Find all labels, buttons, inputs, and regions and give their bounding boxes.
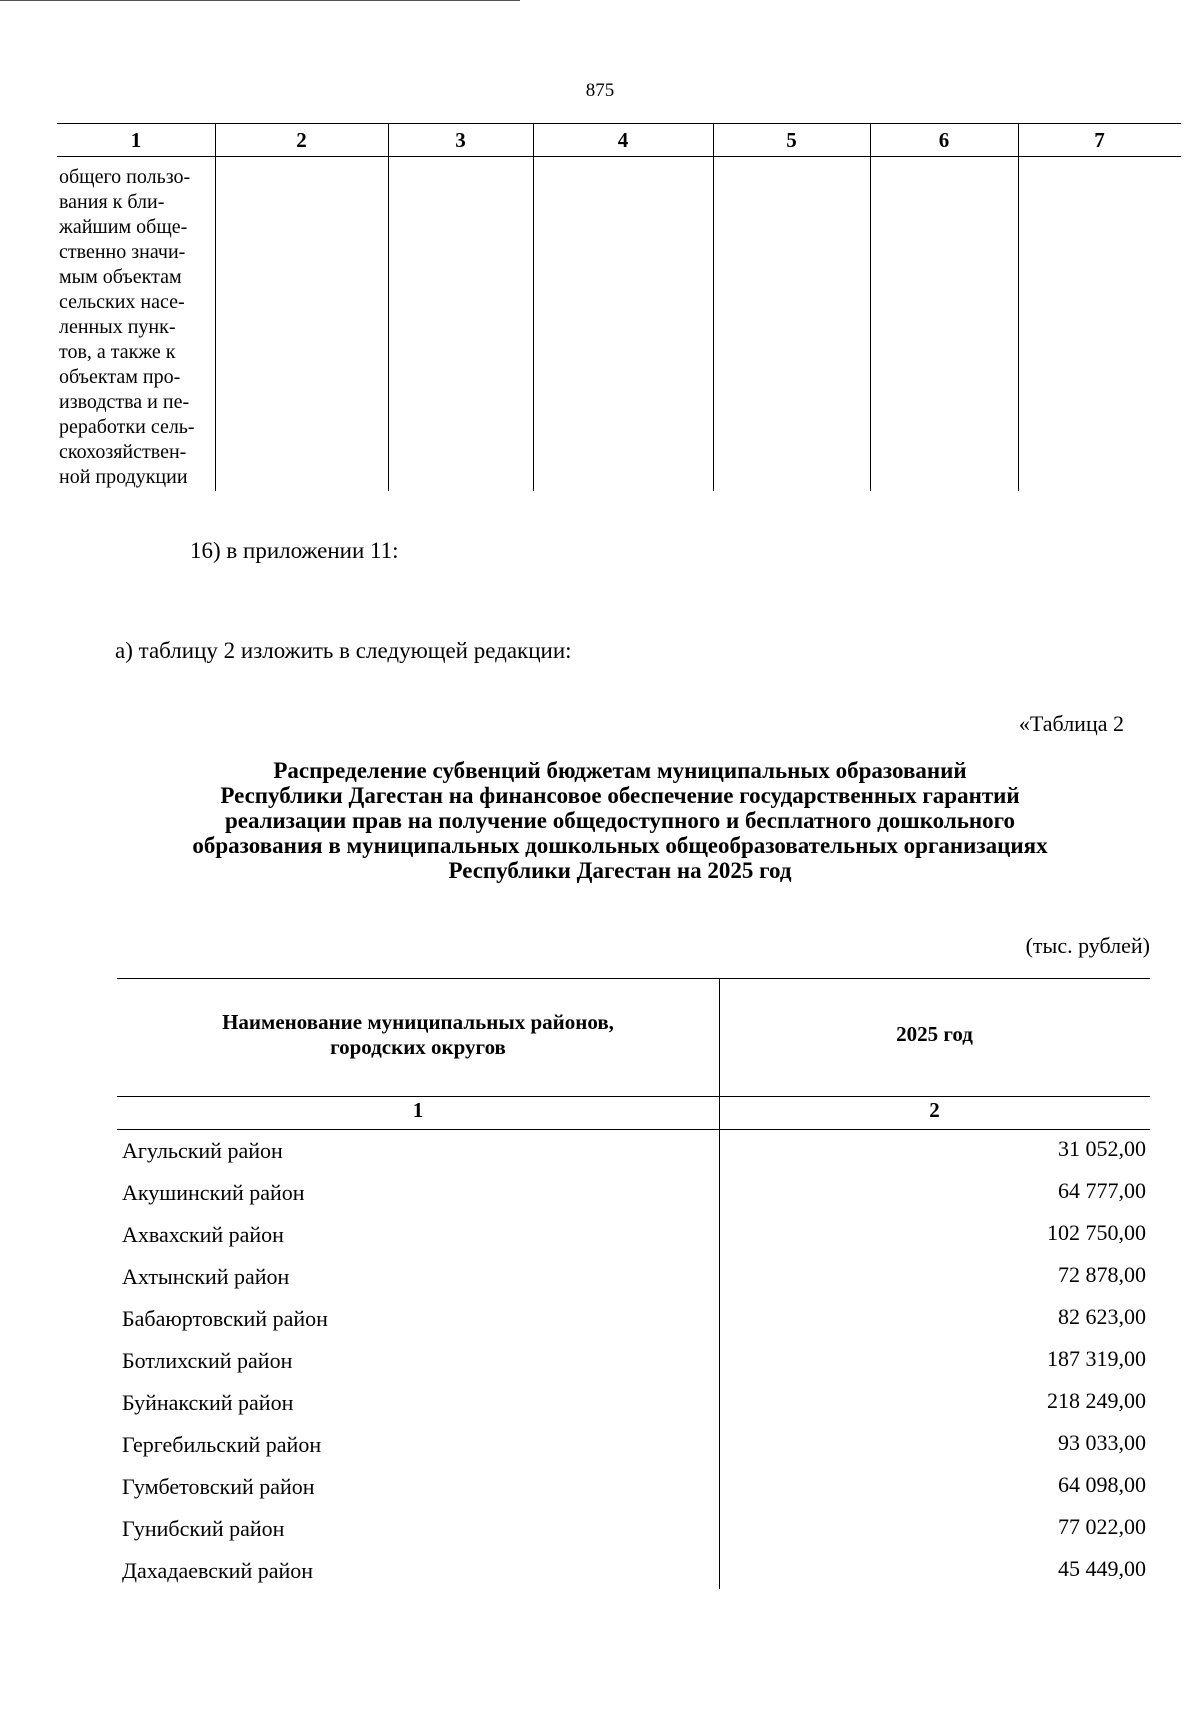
column-divider [713,123,714,491]
col-number: 5 [786,128,797,152]
subvention-value: 187 319,00 [1047,1346,1146,1371]
title-line: Республики Дагестан на 2025 год [448,858,792,883]
col-number: 6 [938,128,950,152]
header-year: 2025 год [896,1022,973,1046]
table-row [117,1550,1150,1592]
district-name: Бабаюртовский район [122,1306,328,1331]
subvention-value: 77 022,00 [1058,1514,1146,1539]
table-row [117,1298,1150,1340]
header-line: Наименование муниципальных районов, [222,1010,614,1034]
col-number: 3 [455,128,466,152]
table-row [117,1214,1150,1256]
column-divider [870,123,871,491]
continued-table-header [57,123,1181,157]
district-name: Ахвахский район [122,1222,284,1247]
title-line: образования в муниципальных дошкольных общеобразовательных организациях [192,833,1048,858]
header-line: городских округов [330,1035,506,1059]
top-border-line [0,0,520,1]
district-name: Ахтынский район [122,1264,290,1289]
title-line: Республики Дагестан на финансовое обеспечение государственных гарантий [220,783,1020,808]
subvention-value: 64 098,00 [1058,1472,1146,1497]
subvention-value: 64 777,00 [1058,1178,1146,1203]
units-label: (тыс. рублей) [1025,933,1150,958]
column-divider [388,123,389,491]
table-title [120,758,1120,883]
table-row [117,1256,1150,1298]
table-row [117,1172,1150,1214]
district-name: Дахадаевский район [122,1558,314,1583]
col-number: 1 [412,1098,424,1122]
table-top-border [117,978,1150,979]
subvention-value: 72 878,00 [1058,1262,1146,1287]
paragraph-16: 16) в приложении 11: [190,538,399,563]
table-reference: «Таблица 2 [1018,711,1124,736]
page-number: 875 [585,80,615,101]
district-name: Гергебильский район [122,1432,322,1457]
subvention-value: 93 033,00 [1058,1430,1146,1455]
subvention-value: 31 052,00 [1058,1136,1146,1161]
continued-cell-text: общего пользо- вания к бли- жайшим обще- ственно значи- мым объектам сельских насе- ленных пунк- тов, а также к объектам про- изводства и пе- реработки сель- скохозяйствен- ной продукции [59,166,195,488]
col-number: 2 [929,1098,940,1122]
title-line: Распределение субвенций бюджетам муниципальных образований [273,758,967,783]
district-name: Гунибский район [122,1516,285,1541]
title-line: реализации прав на получение общедоступного и бесплатного дошкольного [224,808,1016,833]
table-row [117,1130,1150,1172]
district-name: Буйнакский район [122,1390,294,1415]
subvention-value: 82 623,00 [1058,1304,1146,1329]
table-row [117,1382,1150,1424]
col-number: 7 [1094,128,1105,152]
subvention-value: 102 750,00 [1047,1220,1146,1245]
table-body [117,1130,1150,1592]
col-number: 1 [130,128,142,152]
header-district-name [117,1010,719,1060]
subvention-value: 45 449,00 [1058,1556,1146,1581]
col-number: 2 [296,128,307,152]
subvention-value: 218 249,00 [1047,1388,1146,1413]
table-row [117,1508,1150,1550]
district-name: Гумбетовский район [122,1474,315,1499]
header-bottom-border [117,1096,1150,1097]
table-row [117,1424,1150,1466]
district-name: Ботлихский район [122,1348,293,1373]
col-number: 4 [617,128,629,152]
district-name: Акушинский район [122,1180,305,1205]
column-divider [1018,123,1019,491]
column-divider [533,123,534,491]
district-name: Агульский район [122,1138,283,1163]
table-row [117,1466,1150,1508]
table-row [117,1340,1150,1382]
paragraph-a: а) таблицу 2 изложить в следующей редакции: [115,638,572,663]
